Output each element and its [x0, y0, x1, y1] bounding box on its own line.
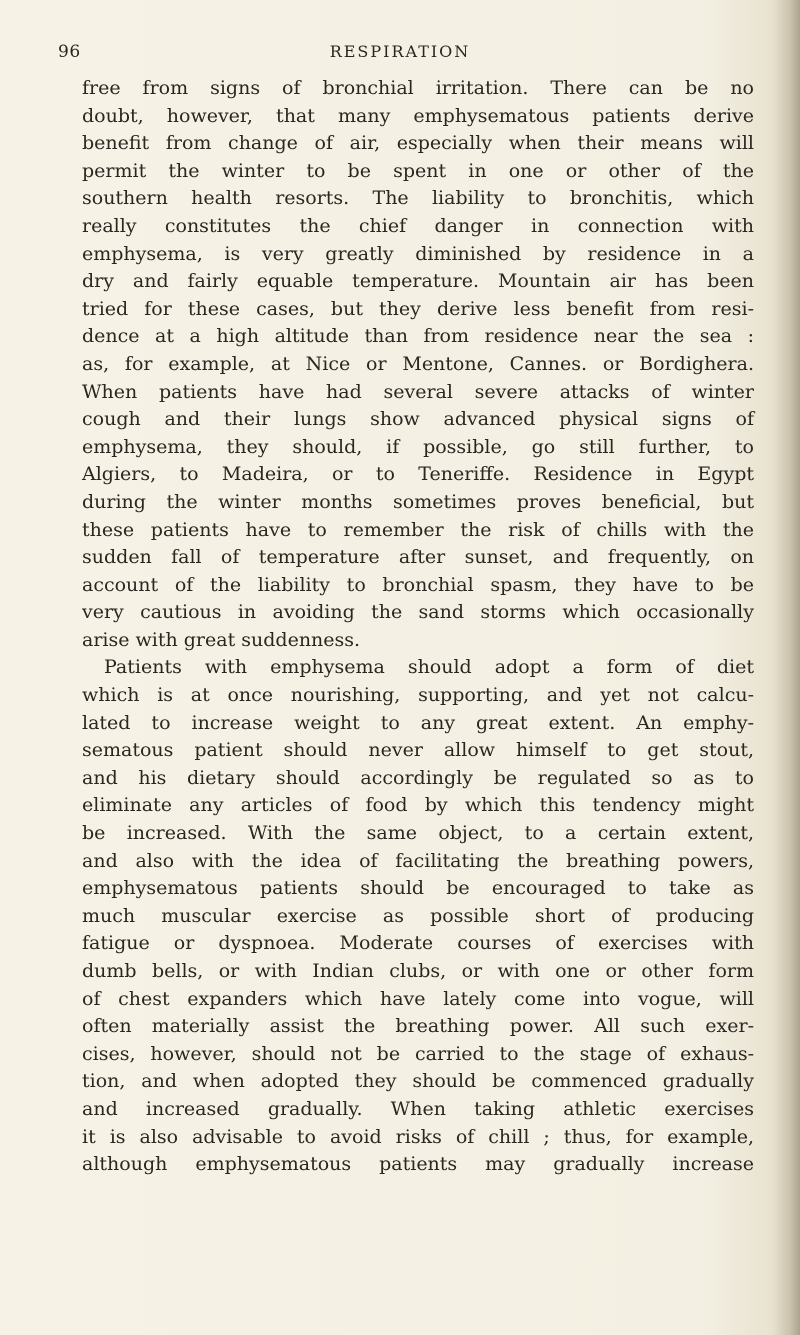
text-line: When patients have had several severe attacks of winter: [82, 380, 754, 403]
text-line: doubt, however, that many emphysematous patients derive: [82, 104, 754, 127]
page-number: 96: [58, 42, 81, 62]
paragraph-start-line: Patients with emphysema should adopt a form of diet: [104, 656, 754, 679]
text-line: emphysema, is very greatly diminished by residence in a: [82, 242, 754, 265]
text-line: dry and fairly equable temperature. Mountain air has been: [82, 270, 754, 293]
text-line: dumb bells, or with Indian clubs, or with one or other form: [82, 960, 754, 982]
text-line: it is also advisable to avoid risks of chill ; thus, for example,: [82, 1125, 754, 1148]
page-edge-shadow: [774, 0, 800, 1335]
text-line: really constitutes the chief danger in connection with: [82, 214, 754, 237]
text-line: emphysema, they should, if possible, go still further, to: [82, 435, 754, 458]
text-line: benefit from change of air, especially when their means will: [82, 132, 754, 155]
text-line: very cautious in avoiding the sand storms which occasionally: [82, 601, 754, 624]
text-line: and his dietary should accordingly be regulated so as to: [82, 766, 754, 789]
text-line: sematous patient should never allow himself to get stout,: [82, 739, 754, 762]
text-line: which is at once nourishing, supporting, and yet not calcu-: [82, 684, 754, 707]
text-line: fatigue or dyspnoea. Moderate courses of exercises with: [82, 932, 754, 955]
text-line: of chest expanders which have lately come into vogue, will: [82, 987, 754, 1010]
text-line: although emphysematous patients may gradually increase: [82, 1153, 754, 1176]
text-line: lated to increase weight to any great extent. An emphy-: [82, 711, 754, 734]
page-header: [0, 42, 800, 66]
text-line: much muscular exercise as possible short of producing: [82, 904, 754, 927]
text-line: cises, however, should not be carried to the stage of exhaus-: [82, 1042, 754, 1065]
text-line: southern health resorts. The liability to bronchitis, which: [82, 187, 754, 210]
text-line: these patients have to remember the risk of chills with the: [82, 518, 754, 541]
text-line: permit the winter to be spent in one or other of the: [82, 159, 754, 182]
text-line: eliminate any articles of food by which this tendency might: [82, 794, 754, 817]
text-line: during the winter months sometimes proves beneficial, but: [82, 490, 754, 513]
text-line: dence at a high altitude than from residence near the sea :: [82, 325, 754, 348]
text-line: cough and their lungs show advanced physical signs of: [82, 408, 754, 431]
text-line: arise with great suddenness.: [82, 628, 361, 651]
text-line: Algiers, to Madeira, or to Teneriffe. Residence in Egypt: [82, 463, 754, 486]
running-head: RESPIRATION: [329, 42, 471, 61]
text-line: tried for these cases, but they derive less benefit from resi-: [82, 297, 754, 320]
text-line: often materially assist the breathing power. All such exer-: [82, 1015, 754, 1038]
text-line: as, for example, at Nice or Mentone, Cannes. or Bordighera.: [82, 352, 754, 375]
text-line: and also with the idea of facilitating the breathing powers,: [82, 849, 754, 872]
body-text: [82, 75, 754, 1179]
text-line: and increased gradually. When taking athletic exercises: [82, 1097, 754, 1120]
text-line: emphysematous patients should be encouraged to take as: [82, 877, 754, 900]
text-line: sudden fall of temperature after sunset, and frequently, on: [82, 546, 754, 569]
text-line: account of the liability to bronchial spasm, they have to be: [82, 573, 754, 596]
text-line: free from signs of bronchial irritation. There can be no: [82, 77, 754, 99]
text-line: be increased. With the same object, to a certain extent,: [82, 822, 754, 845]
text-line: tion, and when adopted they should be commenced gradually: [82, 1070, 754, 1093]
